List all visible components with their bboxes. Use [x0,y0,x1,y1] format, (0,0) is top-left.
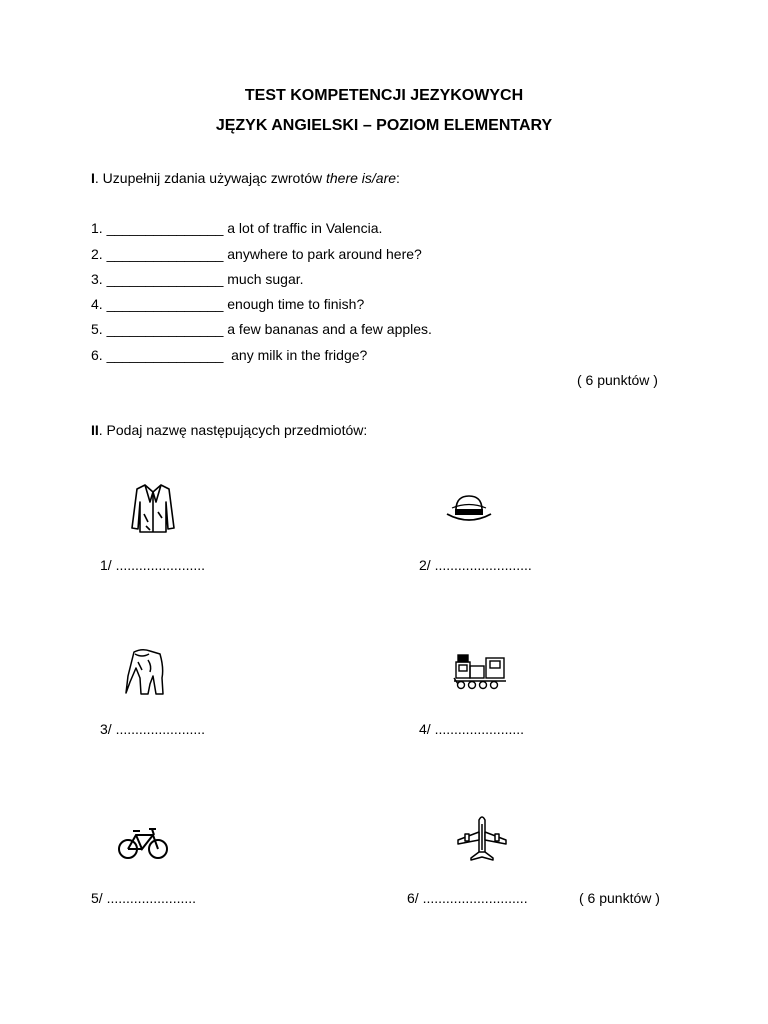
section2-points: ( 6 punktów ) [579,890,660,906]
answer-5[interactable]: 5/ ....................... [91,890,197,906]
exercise-item-4: 4. _______________ enough time to finish? [91,296,365,312]
title-line-1: TEST KOMPETENCJI JEZYKOWYCH [244,87,524,104]
section1-points: ( 6 punktów ) [577,372,658,388]
answer-2[interactable]: 2/ ......................... [419,557,532,573]
exercise-item-3: 3. _______________ much sugar. [91,271,304,287]
section1-instruction: I. Uzupełnij zdania używając zwrotów there is/are: [91,170,400,186]
airplane-icon [455,814,509,862]
exercise-item-1: 1. _______________ a lot of traffic in Valencia. [91,220,383,236]
answer-4[interactable]: 4/ ....................... [419,721,525,737]
answer-3[interactable]: 3/ ....................... [100,721,206,737]
section1-numeral: I [91,170,95,186]
title-line-2: JĘZYK ANGIELSKI – POZIOM ELEMENTARY [215,117,553,134]
train-icon [452,652,508,690]
answer-1[interactable]: 1/ ....................... [100,557,206,573]
exercise-item-6: 6. _______________ any milk in the fridge? [91,347,368,363]
exercise-item-5: 5. _______________ a few bananas and a few apples. [91,321,432,337]
section2-instruction: II. Podaj nazwę następujących przedmiotów: [91,422,368,438]
bicycle-icon [117,826,169,862]
exercise-item-2: 2. _______________ anywhere to park around here? [91,246,422,262]
trousers-icon [122,648,168,696]
hat-icon [444,492,494,526]
answer-6[interactable]: 6/ ........................... [407,890,528,906]
coat-icon [128,482,178,534]
section2-numeral: II [91,422,99,438]
